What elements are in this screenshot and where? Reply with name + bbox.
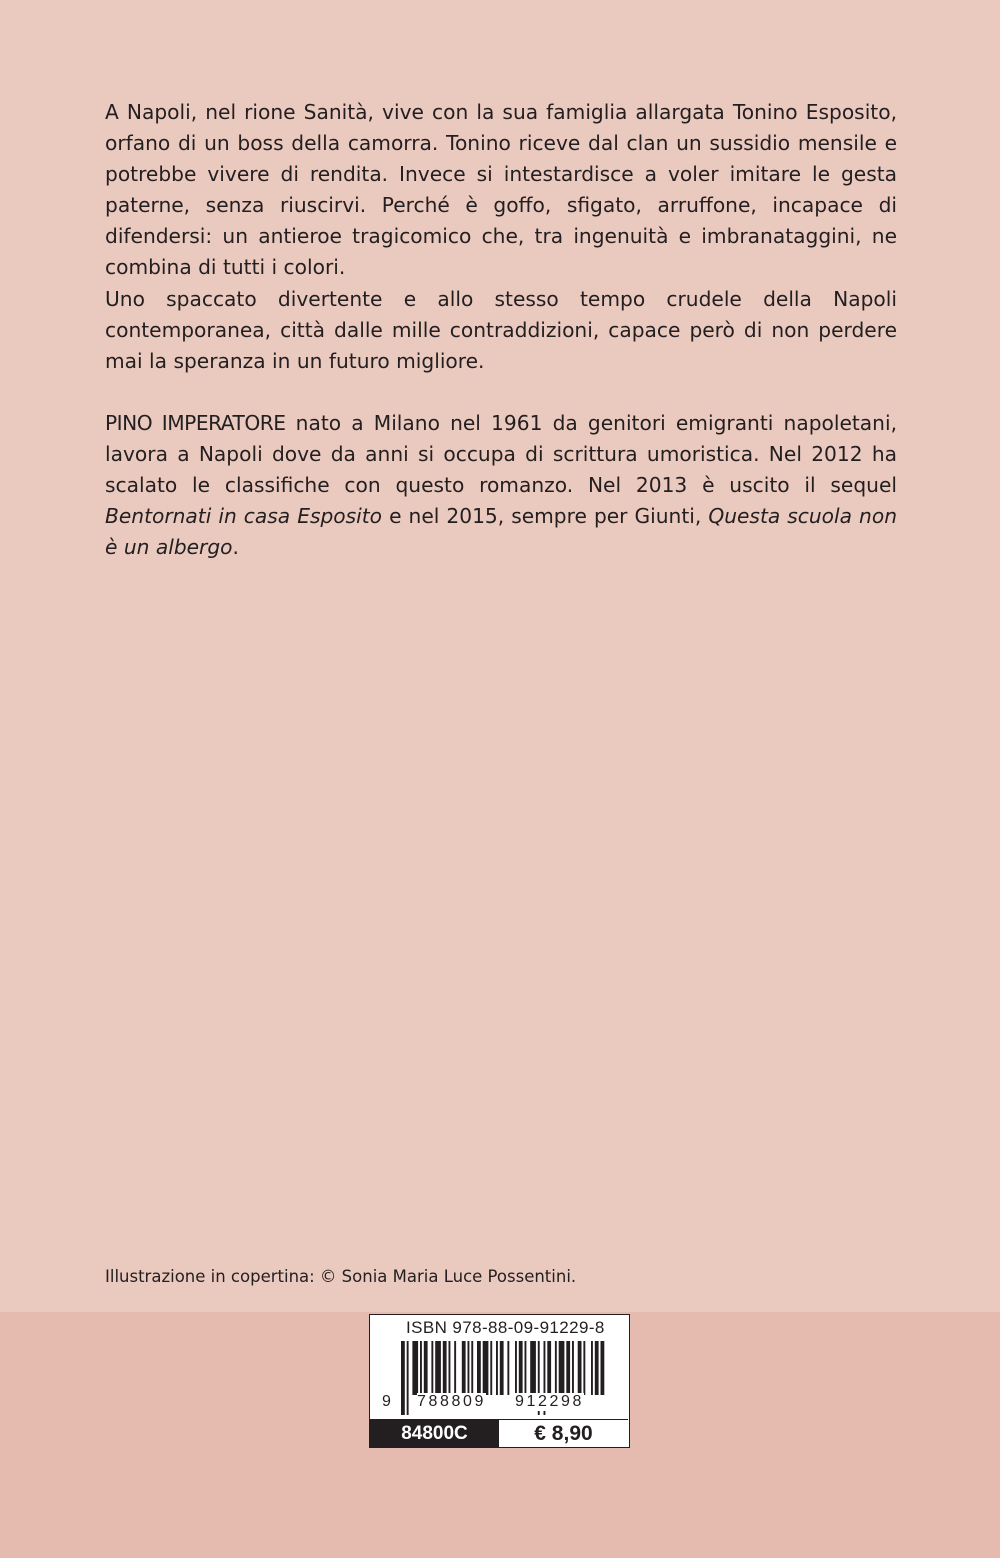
product-code: 84800C [370,1420,499,1447]
barcode-digits-right: 912298 [515,1393,584,1410]
price: € 8,90 [534,1422,593,1445]
barcode-bar [591,1341,593,1395]
barcode-bar [555,1341,557,1395]
barcode-bar [449,1341,451,1395]
barcode-bar [412,1341,418,1395]
barcode-bar [500,1341,504,1395]
synopsis-paragraph-1: A Napoli, nel rione Sanità, vive con la sua famiglia allargata Tonino Esposito, orfano di un boss della camorra. Tonino riceve dal clan un sussidio mensile e potrebbe vivere di rendita. Invece si intestardisce a voler imitare le gesta paterne, senza riuscirvi. Perché è goffo, sfigato, arruffone, incapace di difendersi: un antieroe tragicomico che, tra ingenuità e imbranataggini, ne combina di tutti i colori. [105,100,897,280]
author-bio [105,408,897,563]
price-row [370,1419,628,1447]
barcode-bar [407,1341,409,1415]
barcode-bar [462,1341,466,1395]
barcode-bar [483,1341,489,1395]
barcode-bar [572,1341,574,1395]
barcode-bar [559,1341,565,1395]
barcode-digit-lead: 9 [382,1393,391,1410]
isbn-text: ISBN 978-88-09-91229-8 [406,1318,605,1337]
barcode-bar [601,1341,605,1395]
sequel-title: Bentornati in casa Esposito [105,504,383,529]
barcode-bar [496,1341,498,1395]
barcode-bar [424,1341,428,1395]
barcode-bar [578,1341,582,1395]
author-name: PINO IMPERATORE [105,410,286,435]
barcode-bar [595,1341,599,1395]
barcode-bar [420,1341,422,1395]
barcode-bar [454,1341,456,1395]
barcode-icon [370,1315,628,1419]
barcode-bar [566,1341,570,1395]
barcode-bar [471,1341,473,1395]
barcode-digits-left: 788809 [417,1393,486,1410]
author-bio-part-3: . [232,535,239,560]
barcode-bar [490,1341,492,1395]
barcode-bar [477,1341,481,1395]
barcode-bar [583,1341,585,1395]
barcode-bar [443,1341,447,1395]
synopsis-paragraph-2: Uno spaccato divertente e allo stesso tempo crudele della Napoli contemporanea, città dalle mille contraddizioni, capace però di non perdere mai la speranza in un futuro migliore. [105,286,897,373]
barcode-label [369,1314,630,1448]
back-cover-text [105,97,897,563]
barcode-bar [431,1341,433,1395]
paragraph-gap [105,377,897,408]
barcode-bar [515,1341,517,1395]
barcode-bar [525,1341,527,1395]
barcode-bar [507,1341,509,1395]
other-book-title: Questa scuola non è un albergo [105,504,897,560]
barcode-bar [530,1341,536,1395]
illustration-credit: Illustrazione in copertina: © Sonia Maria Luce Possentini. [105,1267,577,1286]
author-bio-part-2: e nel 2015, sempre per Giunti, [382,504,709,529]
barcode-bar [401,1341,405,1415]
barcode-bar [547,1341,551,1395]
author-bio-part-1: nato a Milano nel 1961 da genitori emigranti napoletani, lavora a Napoli dove da anni si occupa di scrittura umoristica. Nel 2012 ha scalato le classifiche con questo romanzo. Nel 2013 è uscito il sequel [105,410,897,498]
barcode-bar [435,1341,441,1395]
barcode-bar [519,1341,523,1395]
barcode-bar [468,1341,470,1395]
